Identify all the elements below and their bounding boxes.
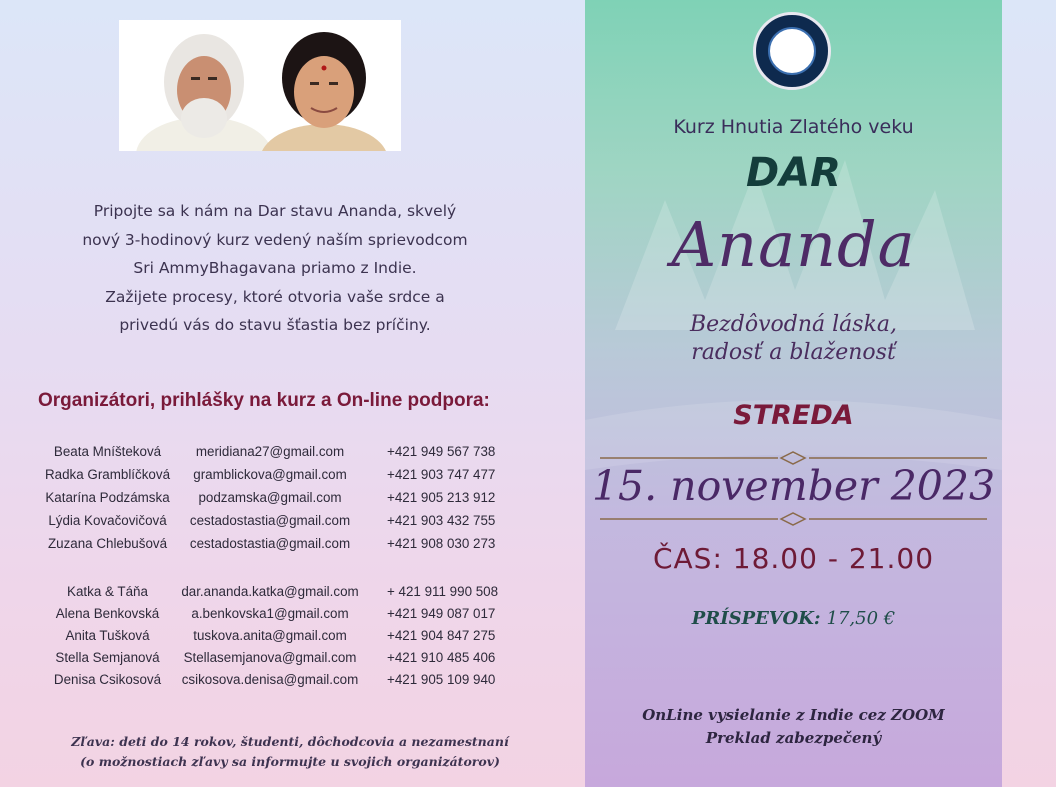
- online-line: OnLine vysielanie z Indie cez ZOOM: [642, 706, 945, 724]
- contact-email[interactable]: csikosova.denisa@gmail.com: [181, 672, 359, 687]
- discount-note: [40, 732, 540, 772]
- fee-line: [585, 608, 1002, 629]
- intro-line: Sri AmmyBhagavana priamo z Indie.: [133, 259, 417, 277]
- contact-name: Katarína Podzámska: [45, 490, 170, 505]
- contact-email[interactable]: Stellasemjanova@gmail.com: [183, 650, 357, 665]
- contact-name: Anita Tušková: [65, 628, 150, 643]
- contact-row: [30, 536, 550, 556]
- logo-emblem: [768, 27, 816, 75]
- contact-row: [30, 444, 550, 464]
- intro-line: Pripojte sa k nám na Dar stavu Ananda, skvelý: [93, 202, 457, 220]
- tagline: [585, 311, 1002, 367]
- contact-name: Denisa Csikosová: [53, 672, 162, 687]
- founders-photo: [119, 20, 401, 151]
- fee-label: PRÍSPEVOK:: [691, 608, 821, 629]
- contact-email[interactable]: cestadostastia@gmail.com: [189, 513, 351, 528]
- contact-row: [30, 628, 550, 648]
- intro-line: Zažijete procesy, ktoré otvoria vaše srdce a: [105, 287, 445, 306]
- discount-line: (o možnostiach zľavy sa informujte u svojich organizátorov): [80, 754, 500, 769]
- contact-phone[interactable]: +421 905 109 940: [387, 672, 496, 687]
- contact-phone[interactable]: +421 903 432 755: [387, 513, 496, 528]
- contact-phone[interactable]: +421 904 847 275: [387, 628, 496, 643]
- contact-row: [30, 490, 550, 510]
- contact-phone[interactable]: +421 908 030 273: [387, 536, 496, 551]
- title-small: DAR: [746, 150, 841, 196]
- online-info: [585, 704, 1002, 750]
- tagline-line: Bezdôvodná láska,: [689, 312, 898, 337]
- contact-row: [30, 606, 550, 626]
- contact-row: [30, 513, 550, 533]
- contact-name: Zuzana Chlebušová: [47, 536, 168, 551]
- organizers-heading: Organizátori, prihlášky na kurz a On-line podpora:: [38, 390, 490, 411]
- fee-amount: 17,50 €: [826, 608, 896, 629]
- event-date: 15. november 2023: [591, 462, 996, 510]
- event-day: STREDA: [733, 400, 854, 431]
- contact-email[interactable]: cestadostastia@gmail.com: [189, 536, 351, 551]
- contact-name: Beata Mníšteková: [53, 444, 162, 459]
- event-time: ČAS: 18.00 - 21.00: [652, 542, 935, 575]
- intro-line: privedú vás do stavu šťastia bez príčiny.: [119, 316, 431, 334]
- contact-phone[interactable]: +421 903 747 477: [387, 467, 496, 482]
- contact-phone[interactable]: +421 949 567 738: [387, 444, 496, 459]
- contact-phone[interactable]: + 421 911 990 508: [387, 584, 499, 599]
- discount-line: Zľava: deti do 14 rokov, študenti, dôchodcovia a nezamestnaní: [71, 734, 509, 749]
- bottom-divider: [600, 512, 987, 526]
- contact-name: Katka & Táňa: [67, 584, 148, 599]
- contact-name: Radka Gramblíčková: [44, 467, 171, 482]
- contact-phone[interactable]: +421 910 485 406: [387, 650, 496, 665]
- intro-text: [40, 197, 510, 340]
- intro-line: nový 3-hodinový kurz vedený naším sprievodcom: [82, 230, 468, 249]
- contact-email[interactable]: dar.ananda.katka@gmail.com: [181, 584, 359, 599]
- contact-row: [30, 650, 550, 670]
- contact-email[interactable]: gramblickova@gmail.com: [193, 467, 347, 482]
- contact-name: Lýdia Kovačovičová: [48, 513, 167, 528]
- poster-panel: [585, 0, 1002, 787]
- contact-email[interactable]: podzamska@gmail.com: [198, 490, 342, 505]
- contact-email[interactable]: meridiana27@gmail.com: [195, 444, 345, 459]
- contact-email[interactable]: a.benkovska1@gmail.com: [191, 606, 349, 621]
- online-line: Preklad zabezpečený: [705, 729, 882, 747]
- contact-row: [30, 672, 550, 692]
- contact-phone[interactable]: +421 949 087 017: [387, 606, 496, 621]
- movement-logo: [753, 12, 831, 90]
- contact-phone[interactable]: +421 905 213 912: [387, 490, 496, 505]
- contact-name: Stella Semjanová: [55, 650, 160, 665]
- contact-row: [30, 467, 550, 487]
- contact-name: Alena Benkovská: [55, 606, 160, 621]
- course-kicker: Kurz Hnutia Zlatého veku: [673, 116, 914, 138]
- contact-row: [30, 584, 550, 604]
- contact-email[interactable]: tuskova.anita@gmail.com: [193, 628, 347, 643]
- tagline-line: radosť a blaženosť: [691, 340, 896, 365]
- title-main: Ananda: [671, 208, 916, 281]
